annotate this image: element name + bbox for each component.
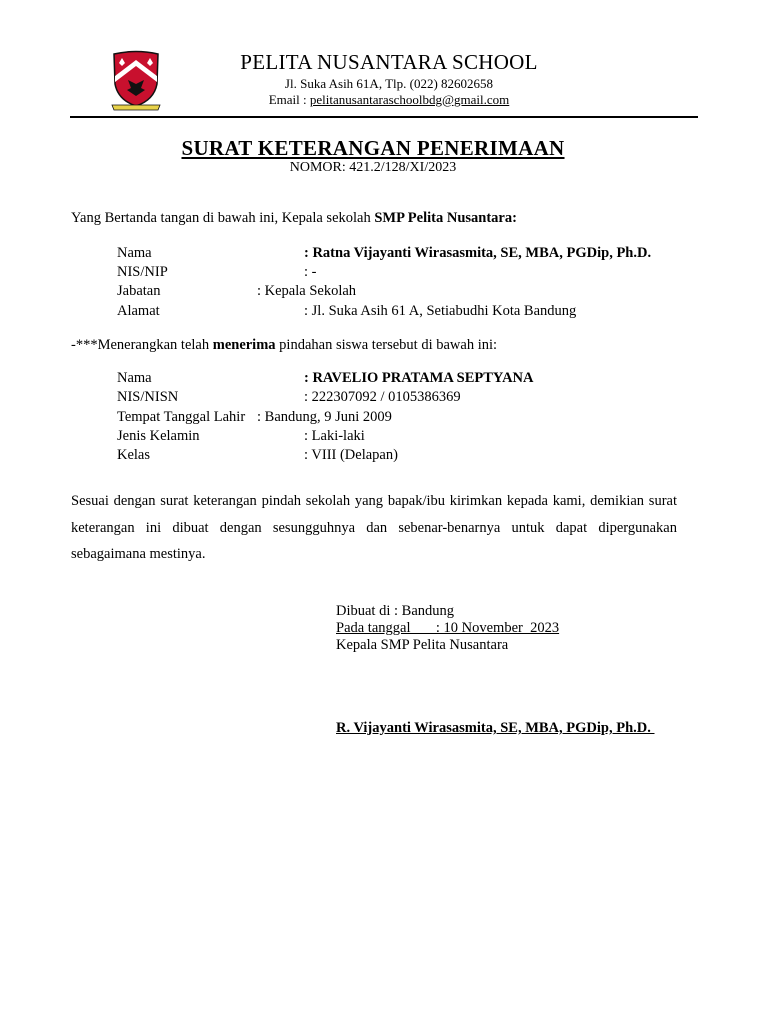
document-number: NOMOR: 421.2/128/XI/2023 [289, 160, 457, 175]
student-nisn-label: NIS/NISN [117, 389, 179, 405]
school-name: PELITA NUSANTARA SCHOOL [240, 50, 538, 74]
signature-place: Dibuat di : Bandung [336, 603, 455, 619]
signature-position: Kepala SMP Pelita Nusantara [336, 637, 509, 653]
school-email-line [0, 92, 768, 108]
student-class-label: Kelas [117, 447, 151, 463]
email-link[interactable]: pelitanusantaraschoolbdg@gmail.com [309, 92, 510, 107]
signer-jabatan-value: : Kepala Sekolah [257, 283, 357, 299]
signer-nip-value: : - [304, 264, 317, 280]
statement-prefix: -***Menerangkan telah [71, 337, 213, 353]
student-name-value: : RAVELIO PRATAMA SEPTYANA [304, 370, 534, 386]
school-address: Jl. Suka Asih 61A, Tlp. (022) 82602658 [284, 76, 494, 91]
student-nisn-value: : 222307092 / 0105386369 [304, 389, 461, 405]
signature-name: R. Vijayanti Wirasasmita, SE, MBA, PGDip, Ph.D. [336, 720, 655, 736]
intro-text: Yang Bertanda tangan di bawah ini, Kepala sekolah [71, 210, 375, 226]
student-name-label: Nama [117, 370, 152, 386]
signature-date: Pada tanggal : 10 November 2023 [336, 620, 560, 636]
student-gender-label: Jenis Kelamin [117, 428, 200, 444]
student-ttl-value: : Bandung, 9 Juni 2009 [257, 409, 392, 425]
student-class-value: : VIII (Delapan) [304, 447, 398, 463]
statement-line [71, 337, 497, 354]
signer-jabatan-label: Jabatan [117, 283, 161, 299]
student-ttl-label: Tempat Tanggal Lahir [117, 409, 246, 425]
statement-bold: menerima [212, 337, 276, 353]
student-gender-value: : Laki-laki [304, 428, 365, 444]
signer-name-label: Nama [117, 245, 152, 261]
statement-suffix: pindahan siswa tersebut di bawah ini: [275, 337, 498, 353]
closing-paragraph: Sesuai dengan surat keterangan pindah sekolah yang bapak/ibu kirimkan kepada kami, demikian surat keterangan ini dibuat dengan sesungguhnya dan sebenar-benarnya untuk dapat dipergunakan sebagaimana mestinya. [71, 493, 677, 562]
signer-alamat-label: Alamat [117, 303, 160, 319]
email-label: Email : [268, 92, 310, 107]
signer-alamat-value: : Jl. Suka Asih 61 A, Setiabudhi Kota Bandung [304, 303, 577, 319]
signer-nip-label: NIS/NIP [117, 264, 168, 280]
document-title: SURAT KETERANGAN PENERIMAAN [181, 136, 565, 160]
intro-line [71, 210, 517, 227]
letterhead-divider [70, 116, 698, 118]
signer-name-value: : Ratna Vijayanti Wirasasmita, SE, MBA, PGDip, Ph.D. [304, 245, 652, 261]
intro-school: SMP Pelita Nusantara: [374, 210, 517, 226]
